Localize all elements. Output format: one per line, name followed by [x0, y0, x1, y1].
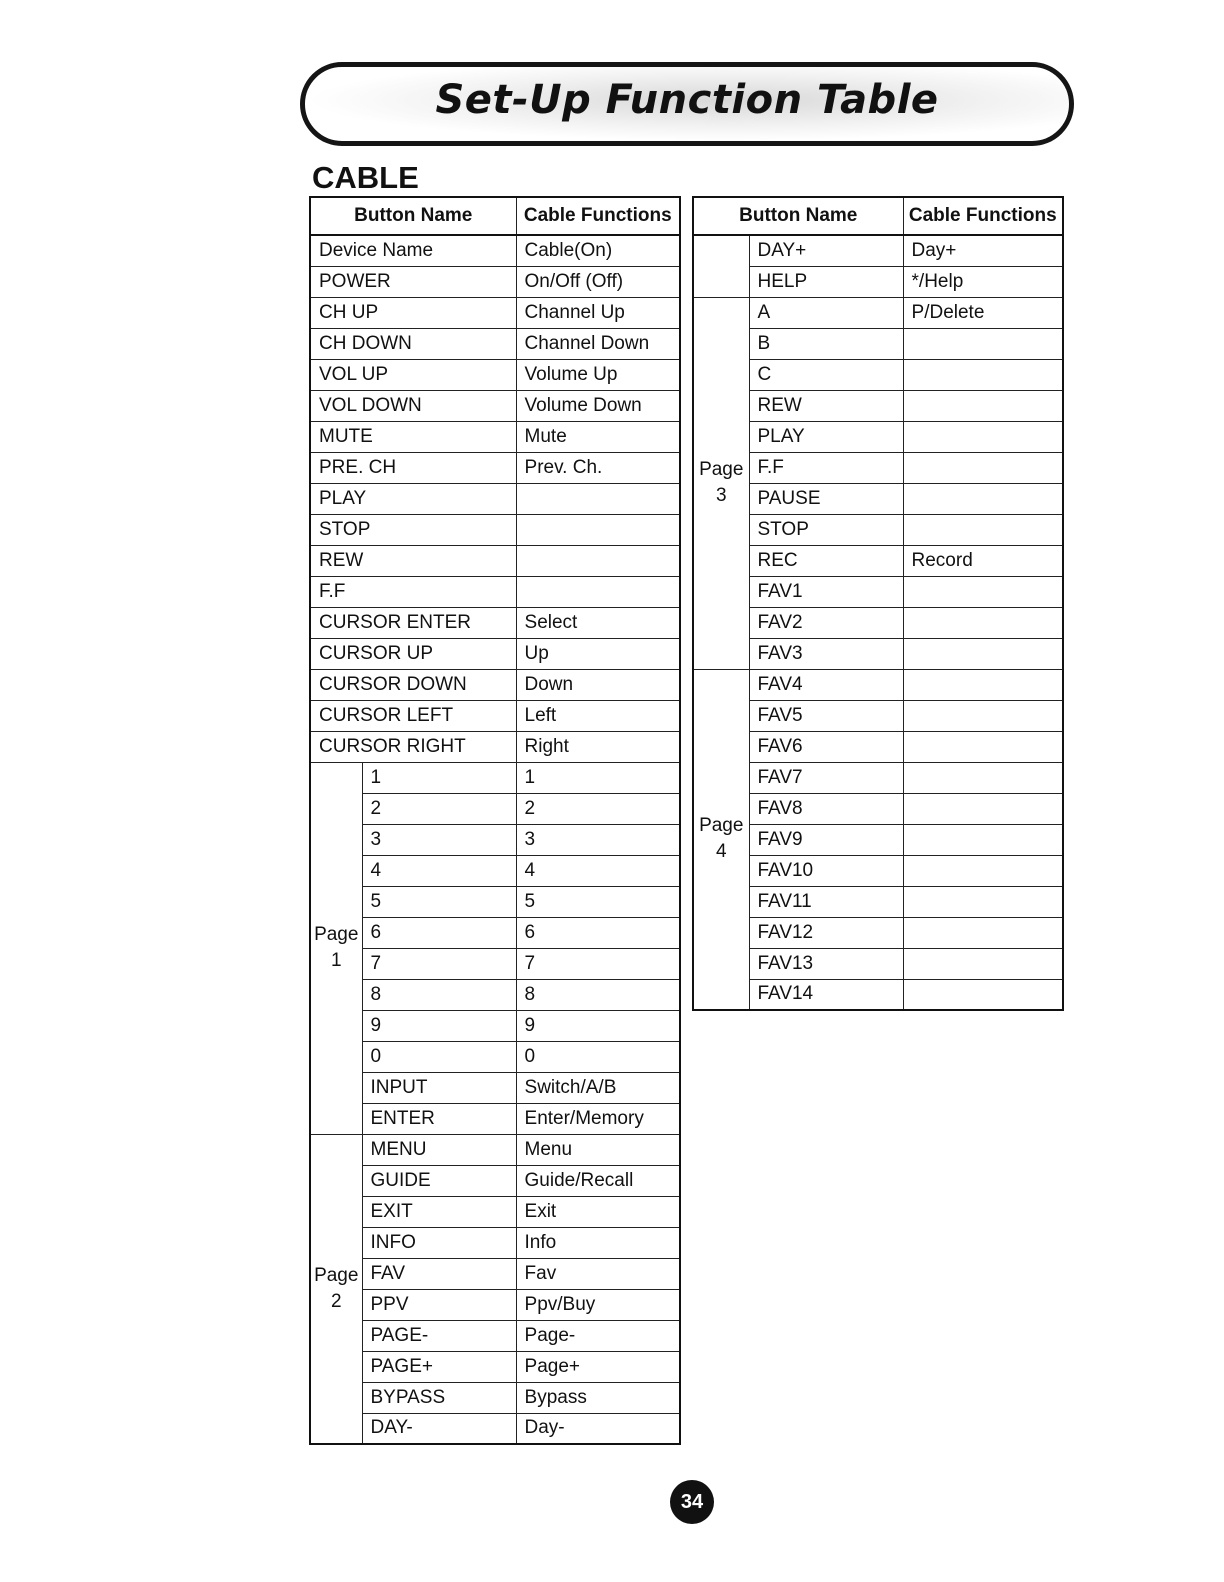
table-row — [310, 1041, 680, 1072]
table-row — [310, 607, 680, 638]
table-row — [310, 1010, 680, 1041]
table-row — [310, 1289, 680, 1320]
button-name-cell: ENTER — [362, 1103, 516, 1134]
function-cell — [903, 669, 1063, 700]
function-cell: Prev. Ch. — [516, 452, 680, 483]
function-cell — [516, 514, 680, 545]
page-group-label: Page 1 — [310, 762, 362, 1134]
page-number: 34 — [670, 1480, 714, 1524]
function-cell — [516, 483, 680, 514]
table-row — [693, 235, 1063, 266]
button-name-cell: FAV3 — [749, 638, 903, 669]
table-row — [693, 638, 1063, 669]
table-row — [310, 979, 680, 1010]
function-cell — [903, 948, 1063, 979]
function-cell: Right — [516, 731, 680, 762]
button-name-cell: 9 — [362, 1010, 516, 1041]
table-row — [693, 855, 1063, 886]
function-cell: Bypass — [516, 1382, 680, 1413]
function-cell: Info — [516, 1227, 680, 1258]
function-cell — [903, 514, 1063, 545]
button-name-cell: PAGE- — [362, 1320, 516, 1351]
button-name-cell: F.F — [749, 452, 903, 483]
function-cell — [903, 576, 1063, 607]
function-cell: Day- — [516, 1413, 680, 1444]
function-cell — [903, 700, 1063, 731]
table-row — [310, 452, 680, 483]
table-row — [693, 390, 1063, 421]
button-name-cell: 6 — [362, 917, 516, 948]
table-row — [693, 824, 1063, 855]
table-row — [310, 1072, 680, 1103]
table-row — [693, 421, 1063, 452]
button-name-cell: 1 — [362, 762, 516, 793]
table-header-row — [310, 197, 680, 235]
table-row — [310, 266, 680, 297]
button-name-cell: STOP — [749, 514, 903, 545]
table-row — [693, 545, 1063, 576]
table-row — [693, 266, 1063, 297]
function-cell: Channel Up — [516, 297, 680, 328]
table-row — [310, 700, 680, 731]
button-name-cell: GUIDE — [362, 1165, 516, 1196]
table-row — [693, 731, 1063, 762]
table-row — [693, 700, 1063, 731]
button-name-cell: 0 — [362, 1041, 516, 1072]
table-row — [310, 1382, 680, 1413]
function-cell — [903, 421, 1063, 452]
page-title: Set-Up Function Table — [435, 77, 939, 123]
table-row — [693, 328, 1063, 359]
table-row — [310, 669, 680, 700]
table-row — [310, 1134, 680, 1165]
function-cell — [903, 824, 1063, 855]
function-cell: 9 — [516, 1010, 680, 1041]
function-cell — [903, 390, 1063, 421]
table-header-row — [693, 197, 1063, 235]
function-cell — [903, 917, 1063, 948]
table-row — [310, 1103, 680, 1134]
button-name-cell: FAV — [362, 1258, 516, 1289]
button-name-cell: 8 — [362, 979, 516, 1010]
right-function-table — [692, 196, 1064, 1011]
function-cell: Page- — [516, 1320, 680, 1351]
function-cell: Fav — [516, 1258, 680, 1289]
table-row — [693, 793, 1063, 824]
button-name-cell: Device Name — [310, 235, 516, 266]
button-name-cell: FAV13 — [749, 948, 903, 979]
table-row — [310, 297, 680, 328]
function-cell: Page+ — [516, 1351, 680, 1382]
function-cell: Down — [516, 669, 680, 700]
page-group-label: Page 4 — [693, 669, 749, 1010]
button-name-cell: B — [749, 328, 903, 359]
function-cell: 1 — [516, 762, 680, 793]
function-cell: Switch/A/B — [516, 1072, 680, 1103]
button-name-cell: 5 — [362, 886, 516, 917]
header-cable-functions: Cable Functions — [903, 197, 1063, 235]
button-name-cell: EXIT — [362, 1196, 516, 1227]
button-name-cell: CH DOWN — [310, 328, 516, 359]
table-row — [310, 762, 680, 793]
function-cell — [903, 328, 1063, 359]
button-name-cell: DAY+ — [749, 235, 903, 266]
button-name-cell: C — [749, 359, 903, 390]
page-group-label: Page 3 — [693, 297, 749, 669]
table-row — [310, 731, 680, 762]
button-name-cell: VOL DOWN — [310, 390, 516, 421]
table-row — [310, 235, 680, 266]
button-name-cell: MUTE — [310, 421, 516, 452]
button-name-cell: FAV10 — [749, 855, 903, 886]
page-group-label: Page 2 — [310, 1134, 362, 1444]
button-name-cell: CURSOR RIGHT — [310, 731, 516, 762]
function-cell: */Help — [903, 266, 1063, 297]
button-name-cell: F.F — [310, 576, 516, 607]
button-name-cell: FAV12 — [749, 917, 903, 948]
button-name-cell: FAV14 — [749, 979, 903, 1010]
button-name-cell: FAV11 — [749, 886, 903, 917]
left-function-table — [309, 196, 681, 1445]
function-cell — [903, 731, 1063, 762]
button-name-cell: STOP — [310, 514, 516, 545]
table-row — [693, 483, 1063, 514]
function-cell: 4 — [516, 855, 680, 886]
button-name-cell: MENU — [362, 1134, 516, 1165]
page-group-label — [693, 235, 749, 297]
function-cell: Enter/Memory — [516, 1103, 680, 1134]
table-row — [310, 1165, 680, 1196]
button-name-cell: A — [749, 297, 903, 328]
button-name-cell: POWER — [310, 266, 516, 297]
button-name-cell: 7 — [362, 948, 516, 979]
table-row — [310, 421, 680, 452]
button-name-cell: PAUSE — [749, 483, 903, 514]
table-row — [693, 576, 1063, 607]
button-name-cell: FAV6 — [749, 731, 903, 762]
table-row — [310, 390, 680, 421]
button-name-cell: PLAY — [749, 421, 903, 452]
table-row — [310, 1413, 680, 1444]
function-cell: On/Off (Off) — [516, 266, 680, 297]
function-cell: Menu — [516, 1134, 680, 1165]
button-name-cell: CURSOR DOWN — [310, 669, 516, 700]
function-cell: Ppv/Buy — [516, 1289, 680, 1320]
function-cell — [516, 545, 680, 576]
function-cell: 3 — [516, 824, 680, 855]
button-name-cell: REW — [749, 390, 903, 421]
table-row — [310, 793, 680, 824]
button-name-cell: FAV4 — [749, 669, 903, 700]
table-row — [310, 483, 680, 514]
function-cell: Left — [516, 700, 680, 731]
table-row — [693, 917, 1063, 948]
table-row — [693, 607, 1063, 638]
section-title: CABLE — [312, 160, 419, 195]
function-cell: 5 — [516, 886, 680, 917]
button-name-cell: PPV — [362, 1289, 516, 1320]
function-cell — [903, 855, 1063, 886]
table-row — [693, 359, 1063, 390]
button-name-cell: HELP — [749, 266, 903, 297]
function-cell: Guide/Recall — [516, 1165, 680, 1196]
table-row — [693, 297, 1063, 328]
table-row — [310, 328, 680, 359]
function-cell: 0 — [516, 1041, 680, 1072]
button-name-cell: INFO — [362, 1227, 516, 1258]
table-row — [693, 948, 1063, 979]
function-cell: 6 — [516, 917, 680, 948]
function-cell — [516, 576, 680, 607]
function-cell: Select — [516, 607, 680, 638]
button-name-cell: 3 — [362, 824, 516, 855]
button-name-cell: VOL UP — [310, 359, 516, 390]
function-cell: Day+ — [903, 235, 1063, 266]
function-cell — [903, 452, 1063, 483]
button-name-cell: FAV2 — [749, 607, 903, 638]
table-row — [310, 1351, 680, 1382]
button-name-cell: BYPASS — [362, 1382, 516, 1413]
table-row — [310, 1196, 680, 1227]
table-row — [310, 1320, 680, 1351]
table-row — [310, 545, 680, 576]
header-button-name: Button Name — [693, 197, 903, 235]
table-row — [310, 514, 680, 545]
function-cell: 2 — [516, 793, 680, 824]
function-cell: Mute — [516, 421, 680, 452]
function-cell: P/Delete — [903, 297, 1063, 328]
table-row — [310, 886, 680, 917]
table-row — [310, 576, 680, 607]
button-name-cell: FAV7 — [749, 762, 903, 793]
table-row — [310, 359, 680, 390]
title-banner — [300, 62, 1074, 146]
function-cell — [903, 979, 1063, 1010]
button-name-cell: CH UP — [310, 297, 516, 328]
function-cell — [903, 638, 1063, 669]
button-name-cell: CURSOR ENTER — [310, 607, 516, 638]
function-cell — [903, 886, 1063, 917]
table-row — [310, 1258, 680, 1289]
button-name-cell: FAV9 — [749, 824, 903, 855]
header-button-name: Button Name — [310, 197, 516, 235]
button-name-cell: CURSOR LEFT — [310, 700, 516, 731]
button-name-cell: DAY- — [362, 1413, 516, 1444]
button-name-cell: 2 — [362, 793, 516, 824]
button-name-cell: CURSOR UP — [310, 638, 516, 669]
function-cell: Volume Up — [516, 359, 680, 390]
function-cell — [903, 483, 1063, 514]
function-cell: Record — [903, 545, 1063, 576]
button-name-cell: FAV5 — [749, 700, 903, 731]
table-row — [310, 917, 680, 948]
button-name-cell: PAGE+ — [362, 1351, 516, 1382]
table-row — [693, 886, 1063, 917]
header-cable-functions: Cable Functions — [516, 197, 680, 235]
function-cell: Up — [516, 638, 680, 669]
button-name-cell: REC — [749, 545, 903, 576]
button-name-cell: FAV8 — [749, 793, 903, 824]
table-row — [310, 1227, 680, 1258]
function-cell: Volume Down — [516, 390, 680, 421]
function-cell — [903, 359, 1063, 390]
button-name-cell: PRE. CH — [310, 452, 516, 483]
function-cell: 7 — [516, 948, 680, 979]
table-row — [693, 514, 1063, 545]
function-cell: Exit — [516, 1196, 680, 1227]
button-name-cell: 4 — [362, 855, 516, 886]
table-row — [310, 824, 680, 855]
button-name-cell: FAV1 — [749, 576, 903, 607]
function-cell — [903, 607, 1063, 638]
button-name-cell: REW — [310, 545, 516, 576]
table-row — [693, 762, 1063, 793]
function-cell: 8 — [516, 979, 680, 1010]
table-row — [310, 855, 680, 886]
table-row — [310, 948, 680, 979]
table-row — [693, 669, 1063, 700]
function-cell — [903, 793, 1063, 824]
function-cell: Channel Down — [516, 328, 680, 359]
table-row — [693, 979, 1063, 1010]
function-cell — [903, 762, 1063, 793]
button-name-cell: PLAY — [310, 483, 516, 514]
function-cell: Cable(On) — [516, 235, 680, 266]
button-name-cell: INPUT — [362, 1072, 516, 1103]
table-row — [693, 452, 1063, 483]
table-row — [310, 638, 680, 669]
